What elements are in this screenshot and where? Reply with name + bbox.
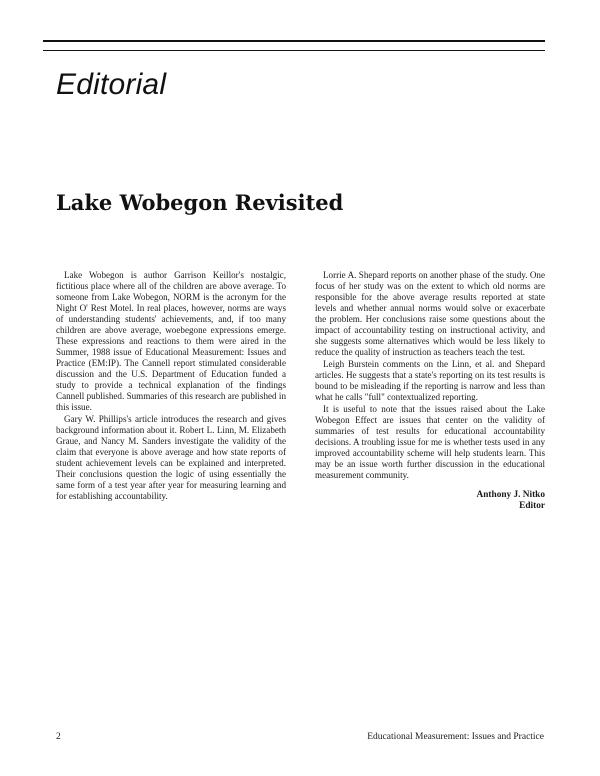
header-rule-thin xyxy=(43,50,545,51)
signature-name: Anthony J. Nitko xyxy=(476,490,545,500)
article-column-left xyxy=(56,270,286,503)
paragraph: Lake Wobegon is author Garrison Keillor's nostalgic, fictitious place where all of the children are above average. To someone from Lake Wobegon, NORM is the acronym for the Night O' Rest Motel. In real places, however, norms are ways of understanding students' achievements, and, if too many children are above average, woebegone expressions emerge. These expressions and reactions to them were aired in the Summer, 1988 issue of Educational Measurement: Issues and Practice (EM:IP). The Cannell report stimulated considerable discussion and the U.S. Department of Education funded a study to provide a technical explanation of the findings Cannell published. Summaries of this research are published in this issue. xyxy=(56,270,286,412)
article-title: Lake Wobegon Revisited xyxy=(56,190,344,215)
article-column-right xyxy=(315,270,545,512)
header-rule-thick xyxy=(43,40,545,42)
page-number: 2 xyxy=(56,732,61,742)
editor-signature xyxy=(315,490,545,512)
journal-name: Educational Measurement: Issues and Practice xyxy=(367,732,544,742)
signature-role: Editor xyxy=(519,501,545,511)
paragraph: Lorrie A. Shepard reports on another phase of the study. One focus of her study was on the extent to which old norms are responsible for the above average results reported at state levels and whether annual norms would solve or exacerbate the problem. Her conclusions raise some questions about the impact of accountability testing on instructional activity, and she suggests some alternatives which would be less likely to reduce the quality of instruction as teachers teach the test. xyxy=(315,270,545,357)
section-title: Editorial xyxy=(56,68,167,101)
paragraph: It is useful to note that the issues raised about the Lake Wobegon Effect are issues that center on the validity of summaries of test results for educational accountability decisions. A troubling issue for me is whether tests used in any improved accountability scheme will help students learn. This may be an issue worth further discussion in the educational measurement community. xyxy=(315,404,545,480)
paragraph: Gary W. Phillips's article introduces the research and gives background information about it. Robert L. Linn, M. Elizabeth Graue, and Nancy M. Sanders investigate the validity of the claim that everyone is above average and how state reports of student achievement levels can be explained and interpreted. Their conclusions question the logic of using essentially the same form of a test year after year for measuring learning and for establishing accountability. xyxy=(56,414,286,501)
paragraph: Leigh Burstein comments on the Linn, et al. and Shepard articles. He suggests that a state's reporting on its test results is bound to be misleading if the reporting is narrow and less than what he calls "full" contextualized reporting. xyxy=(315,359,545,402)
